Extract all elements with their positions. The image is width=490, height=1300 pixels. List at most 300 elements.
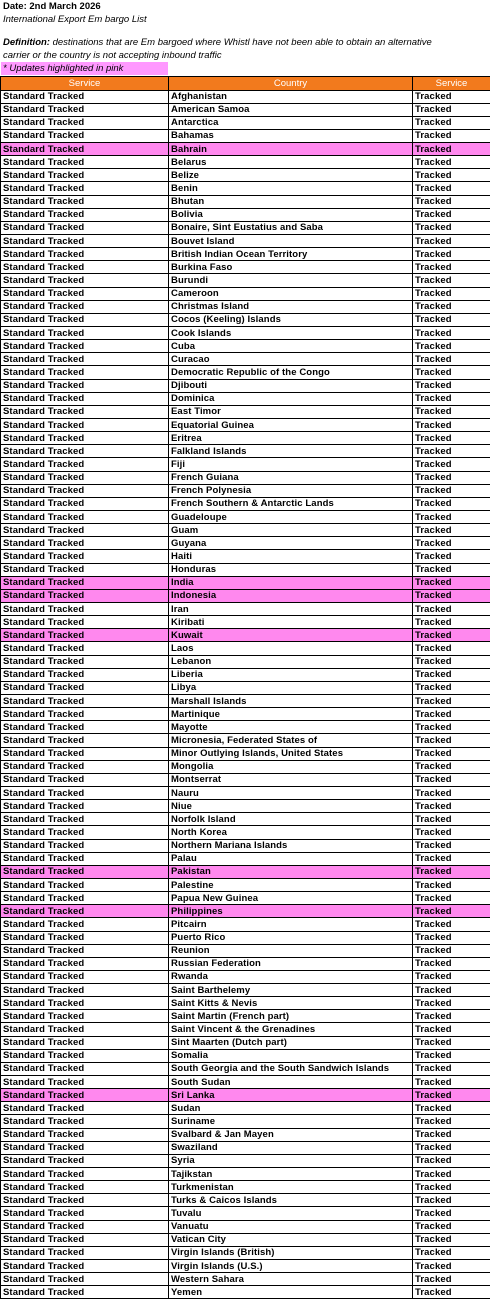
country-cell: Mongolia xyxy=(169,760,413,773)
service-cell: Standard Tracked xyxy=(1,1049,169,1062)
table-row xyxy=(1,221,490,234)
status-cell: Tracked xyxy=(413,694,490,707)
table-row xyxy=(1,379,490,392)
status-cell: Tracked xyxy=(413,957,490,970)
service-cell: Standard Tracked xyxy=(1,681,169,694)
table-row xyxy=(1,1220,490,1233)
country-cell: South Sudan xyxy=(169,1076,413,1089)
status-cell: Tracked xyxy=(413,786,490,799)
status-cell: Tracked xyxy=(413,905,490,918)
country-cell: Bahamas xyxy=(169,129,413,142)
country-cell: Reunion xyxy=(169,944,413,957)
country-cell: Suriname xyxy=(169,1115,413,1128)
service-cell: Standard Tracked xyxy=(1,1036,169,1049)
table-row xyxy=(1,786,490,799)
country-cell: Indonesia xyxy=(169,589,413,602)
status-cell: Tracked xyxy=(413,1023,490,1036)
country-cell: Cameroon xyxy=(169,287,413,300)
status-cell: Tracked xyxy=(413,274,490,287)
status-cell: Tracked xyxy=(413,353,490,366)
service-cell: Standard Tracked xyxy=(1,1154,169,1167)
country-cell: Guyana xyxy=(169,537,413,550)
table-row xyxy=(1,944,490,957)
status-cell: Tracked xyxy=(413,892,490,905)
table-row xyxy=(1,511,490,524)
country-cell: Turkmenistan xyxy=(169,1181,413,1194)
table-row xyxy=(1,1089,490,1102)
table-row xyxy=(1,747,490,760)
service-cell: Standard Tracked xyxy=(1,839,169,852)
status-cell: Tracked xyxy=(413,90,490,103)
status-cell: Tracked xyxy=(413,1010,490,1023)
status-cell: Tracked xyxy=(413,1168,490,1181)
status-cell: Tracked xyxy=(413,287,490,300)
highlight-note: * Updates highlighted in pink xyxy=(1,62,168,75)
service-cell: Standard Tracked xyxy=(1,340,169,353)
status-cell: Tracked xyxy=(413,235,490,248)
table-row xyxy=(1,1207,490,1220)
table-row xyxy=(1,103,490,116)
service-cell: Standard Tracked xyxy=(1,143,169,156)
status-cell: Tracked xyxy=(413,826,490,839)
service-cell: Standard Tracked xyxy=(1,826,169,839)
table-row xyxy=(1,287,490,300)
status-cell: Tracked xyxy=(413,747,490,760)
country-cell: Eritrea xyxy=(169,432,413,445)
table-row xyxy=(1,116,490,129)
service-cell: Standard Tracked xyxy=(1,905,169,918)
country-cell: Equatorial Guinea xyxy=(169,419,413,432)
table-row xyxy=(1,405,490,418)
status-cell: Tracked xyxy=(413,1128,490,1141)
status-cell: Tracked xyxy=(413,1181,490,1194)
status-cell: Tracked xyxy=(413,248,490,261)
service-cell: Standard Tracked xyxy=(1,892,169,905)
country-cell: Guadeloupe xyxy=(169,511,413,524)
status-cell: Tracked xyxy=(413,563,490,576)
country-cell: Kiribati xyxy=(169,616,413,629)
status-cell: Tracked xyxy=(413,221,490,234)
table-row xyxy=(1,826,490,839)
status-cell: Tracked xyxy=(413,208,490,221)
status-cell: Tracked xyxy=(413,471,490,484)
status-cell: Tracked xyxy=(413,878,490,891)
table-row xyxy=(1,800,490,813)
table-row xyxy=(1,1128,490,1141)
table-row xyxy=(1,1102,490,1115)
service-cell: Standard Tracked xyxy=(1,1181,169,1194)
table-row xyxy=(1,668,490,681)
country-cell: Sri Lanka xyxy=(169,1089,413,1102)
service-cell: Standard Tracked xyxy=(1,997,169,1010)
service-cell: Standard Tracked xyxy=(1,1207,169,1220)
country-cell: Democratic Republic of the Congo xyxy=(169,366,413,379)
table-row xyxy=(1,681,490,694)
table-row xyxy=(1,327,490,340)
service-cell: Standard Tracked xyxy=(1,129,169,142)
country-cell: Burundi xyxy=(169,274,413,287)
status-cell: Tracked xyxy=(413,143,490,156)
country-cell: Curacao xyxy=(169,353,413,366)
country-cell: Niue xyxy=(169,800,413,813)
status-cell: Tracked xyxy=(413,918,490,931)
status-cell: Tracked xyxy=(413,156,490,169)
status-cell: Tracked xyxy=(413,984,490,997)
table-row xyxy=(1,1273,490,1286)
status-cell: Tracked xyxy=(413,103,490,116)
table-row xyxy=(1,1194,490,1207)
status-cell: Tracked xyxy=(413,721,490,734)
country-cell: Cocos (Keeling) Islands xyxy=(169,313,413,326)
table-row xyxy=(1,392,490,405)
country-cell: Palau xyxy=(169,852,413,865)
table-row xyxy=(1,602,490,615)
status-cell: Tracked xyxy=(413,1154,490,1167)
table-row xyxy=(1,655,490,668)
status-cell: Tracked xyxy=(413,1220,490,1233)
status-cell: Tracked xyxy=(413,668,490,681)
country-cell: Bhutan xyxy=(169,195,413,208)
service-cell: Standard Tracked xyxy=(1,642,169,655)
country-cell: Lebanon xyxy=(169,655,413,668)
country-cell: Bolivia xyxy=(169,208,413,221)
table-header-row xyxy=(1,77,490,91)
country-cell: Dominica xyxy=(169,392,413,405)
service-cell: Standard Tracked xyxy=(1,379,169,392)
status-cell: Tracked xyxy=(413,1115,490,1128)
service-cell: Standard Tracked xyxy=(1,786,169,799)
service-cell: Standard Tracked xyxy=(1,813,169,826)
service-cell: Standard Tracked xyxy=(1,1010,169,1023)
status-cell: Tracked xyxy=(413,970,490,983)
table-row xyxy=(1,1181,490,1194)
country-cell: Honduras xyxy=(169,563,413,576)
service-cell: Standard Tracked xyxy=(1,511,169,524)
table-row xyxy=(1,773,490,786)
status-cell: Tracked xyxy=(413,195,490,208)
table-row xyxy=(1,208,490,221)
status-cell: Tracked xyxy=(413,445,490,458)
service-cell: Standard Tracked xyxy=(1,1194,169,1207)
service-cell: Standard Tracked xyxy=(1,589,169,602)
table-row xyxy=(1,865,490,878)
table-row xyxy=(1,445,490,458)
country-cell: Iran xyxy=(169,602,413,615)
status-cell: Tracked xyxy=(413,1141,490,1154)
country-cell: Sudan xyxy=(169,1102,413,1115)
country-cell: Western Sahara xyxy=(169,1273,413,1286)
table-row xyxy=(1,563,490,576)
service-cell: Standard Tracked xyxy=(1,957,169,970)
status-cell: Tracked xyxy=(413,313,490,326)
country-cell: Belarus xyxy=(169,156,413,169)
country-cell: Northern Mariana Islands xyxy=(169,839,413,852)
table-row xyxy=(1,576,490,589)
country-cell: Somalia xyxy=(169,1049,413,1062)
status-cell: Tracked xyxy=(413,616,490,629)
service-cell: Standard Tracked xyxy=(1,1220,169,1233)
status-cell: Tracked xyxy=(413,327,490,340)
document-subtitle: International Export Em bargo List xyxy=(3,14,147,25)
service-cell: Standard Tracked xyxy=(1,984,169,997)
service-cell: Standard Tracked xyxy=(1,445,169,458)
service-cell: Standard Tracked xyxy=(1,537,169,550)
country-cell: Falkland Islands xyxy=(169,445,413,458)
service-cell: Standard Tracked xyxy=(1,195,169,208)
table-row xyxy=(1,734,490,747)
table-row xyxy=(1,1023,490,1036)
service-cell: Standard Tracked xyxy=(1,524,169,537)
table-row xyxy=(1,1233,490,1246)
status-cell: Tracked xyxy=(413,392,490,405)
service-cell: Standard Tracked xyxy=(1,419,169,432)
table-row xyxy=(1,366,490,379)
table-row xyxy=(1,813,490,826)
status-cell: Tracked xyxy=(413,589,490,602)
status-cell: Tracked xyxy=(413,129,490,142)
service-cell: Standard Tracked xyxy=(1,169,169,182)
table-row xyxy=(1,839,490,852)
table-row xyxy=(1,458,490,471)
status-cell: Tracked xyxy=(413,708,490,721)
status-cell: Tracked xyxy=(413,340,490,353)
status-cell: Tracked xyxy=(413,839,490,852)
country-cell: Belize xyxy=(169,169,413,182)
service-cell: Standard Tracked xyxy=(1,629,169,642)
table-row xyxy=(1,432,490,445)
table-row xyxy=(1,248,490,261)
table-row xyxy=(1,1076,490,1089)
definition-line-1 xyxy=(3,37,432,49)
table-row xyxy=(1,1036,490,1049)
service-cell: Standard Tracked xyxy=(1,261,169,274)
country-cell: Djibouti xyxy=(169,379,413,392)
status-cell: Tracked xyxy=(413,405,490,418)
status-cell: Tracked xyxy=(413,1062,490,1075)
status-cell: Tracked xyxy=(413,366,490,379)
country-cell: East Timor xyxy=(169,405,413,418)
country-cell: Guam xyxy=(169,524,413,537)
table-row xyxy=(1,694,490,707)
service-cell: Standard Tracked xyxy=(1,90,169,103)
table-row xyxy=(1,195,490,208)
status-cell: Tracked xyxy=(413,944,490,957)
country-cell: Cuba xyxy=(169,340,413,353)
status-cell: Tracked xyxy=(413,1273,490,1286)
status-cell: Tracked xyxy=(413,760,490,773)
table-row xyxy=(1,313,490,326)
status-cell: Tracked xyxy=(413,655,490,668)
service-cell: Standard Tracked xyxy=(1,248,169,261)
service-cell: Standard Tracked xyxy=(1,1273,169,1286)
country-cell: Pitcairn xyxy=(169,918,413,931)
country-cell: Norfolk Island xyxy=(169,813,413,826)
table-row xyxy=(1,550,490,563)
service-cell: Standard Tracked xyxy=(1,865,169,878)
country-cell: Christmas Island xyxy=(169,300,413,313)
status-cell: Tracked xyxy=(413,576,490,589)
status-cell: Tracked xyxy=(413,419,490,432)
status-cell: Tracked xyxy=(413,773,490,786)
table-row xyxy=(1,721,490,734)
country-cell: Micronesia, Federated States of xyxy=(169,734,413,747)
service-cell: Standard Tracked xyxy=(1,208,169,221)
status-cell: Tracked xyxy=(413,116,490,129)
table-row xyxy=(1,984,490,997)
country-cell: Liberia xyxy=(169,668,413,681)
country-cell: Svalbard & Jan Mayen xyxy=(169,1128,413,1141)
service-cell: Standard Tracked xyxy=(1,1246,169,1259)
table-row xyxy=(1,261,490,274)
table-row xyxy=(1,1286,490,1299)
status-cell: Tracked xyxy=(413,1049,490,1062)
country-cell: Russian Federation xyxy=(169,957,413,970)
status-cell: Tracked xyxy=(413,511,490,524)
table-row xyxy=(1,1246,490,1259)
table-row xyxy=(1,642,490,655)
service-cell: Standard Tracked xyxy=(1,432,169,445)
status-cell: Tracked xyxy=(413,1207,490,1220)
status-cell: Tracked xyxy=(413,681,490,694)
status-cell: Tracked xyxy=(413,642,490,655)
country-cell: Saint Barthelemy xyxy=(169,984,413,997)
country-cell: Tuvalu xyxy=(169,1207,413,1220)
service-cell: Standard Tracked xyxy=(1,970,169,983)
status-cell: Tracked xyxy=(413,931,490,944)
service-cell: Standard Tracked xyxy=(1,392,169,405)
service-cell: Standard Tracked xyxy=(1,497,169,510)
service-cell: Standard Tracked xyxy=(1,747,169,760)
table-row xyxy=(1,905,490,918)
country-cell: Saint Vincent & the Grenadines xyxy=(169,1023,413,1036)
service-cell: Standard Tracked xyxy=(1,576,169,589)
definition-label: Definition: xyxy=(3,37,50,48)
service-cell: Standard Tracked xyxy=(1,1102,169,1115)
service-cell: Standard Tracked xyxy=(1,734,169,747)
country-cell: Syria xyxy=(169,1154,413,1167)
country-cell: South Georgia and the South Sandwich Islands xyxy=(169,1062,413,1075)
service-cell: Standard Tracked xyxy=(1,944,169,957)
service-cell: Standard Tracked xyxy=(1,353,169,366)
table-row xyxy=(1,235,490,248)
country-cell: Philippines xyxy=(169,905,413,918)
status-cell: Tracked xyxy=(413,432,490,445)
definition-line-2: carrier or the country is not accepting inbound traffic xyxy=(3,50,222,61)
service-cell: Standard Tracked xyxy=(1,918,169,931)
service-cell: Standard Tracked xyxy=(1,1062,169,1075)
status-cell: Tracked xyxy=(413,1286,490,1299)
table-row xyxy=(1,1049,490,1062)
status-cell: Tracked xyxy=(413,629,490,642)
country-cell: Haiti xyxy=(169,550,413,563)
column-header-country: Country xyxy=(169,77,413,91)
service-cell: Standard Tracked xyxy=(1,405,169,418)
table-row xyxy=(1,90,490,103)
service-cell: Standard Tracked xyxy=(1,668,169,681)
country-cell: Yemen xyxy=(169,1286,413,1299)
table-row xyxy=(1,852,490,865)
table-row xyxy=(1,182,490,195)
status-cell: Tracked xyxy=(413,524,490,537)
status-cell: Tracked xyxy=(413,169,490,182)
service-cell: Standard Tracked xyxy=(1,458,169,471)
service-cell: Standard Tracked xyxy=(1,878,169,891)
service-cell: Standard Tracked xyxy=(1,287,169,300)
table-row xyxy=(1,1062,490,1075)
service-cell: Standard Tracked xyxy=(1,852,169,865)
country-cell: Turks & Caicos Islands xyxy=(169,1194,413,1207)
service-cell: Standard Tracked xyxy=(1,471,169,484)
country-cell: Bonaire, Sint Eustatius and Saba xyxy=(169,221,413,234)
table-row xyxy=(1,274,490,287)
service-cell: Standard Tracked xyxy=(1,1141,169,1154)
country-cell: Montserrat xyxy=(169,773,413,786)
service-cell: Standard Tracked xyxy=(1,1128,169,1141)
country-cell: Martinique xyxy=(169,708,413,721)
status-cell: Tracked xyxy=(413,800,490,813)
table-row xyxy=(1,1168,490,1181)
table-row xyxy=(1,156,490,169)
table-row xyxy=(1,970,490,983)
status-cell: Tracked xyxy=(413,300,490,313)
country-cell: Cook Islands xyxy=(169,327,413,340)
country-cell: Bouvet Island xyxy=(169,235,413,248)
table-row xyxy=(1,537,490,550)
table-row xyxy=(1,708,490,721)
country-cell: Afghanistan xyxy=(169,90,413,103)
country-cell: French Southern & Antarctic Lands xyxy=(169,497,413,510)
status-cell: Tracked xyxy=(413,1233,490,1246)
embargo-table xyxy=(0,76,490,1299)
country-cell: Saint Kitts & Nevis xyxy=(169,997,413,1010)
country-cell: American Samoa xyxy=(169,103,413,116)
table-row xyxy=(1,419,490,432)
status-cell: Tracked xyxy=(413,261,490,274)
status-cell: Tracked xyxy=(413,852,490,865)
service-cell: Standard Tracked xyxy=(1,1076,169,1089)
service-cell: Standard Tracked xyxy=(1,313,169,326)
service-cell: Standard Tracked xyxy=(1,156,169,169)
service-cell: Standard Tracked xyxy=(1,1168,169,1181)
country-cell: Kuwait xyxy=(169,629,413,642)
service-cell: Standard Tracked xyxy=(1,1089,169,1102)
service-cell: Standard Tracked xyxy=(1,366,169,379)
service-cell: Standard Tracked xyxy=(1,1286,169,1299)
status-cell: Tracked xyxy=(413,1194,490,1207)
country-cell: Antarctica xyxy=(169,116,413,129)
service-cell: Standard Tracked xyxy=(1,274,169,287)
country-cell: Marshall Islands xyxy=(169,694,413,707)
definition-text: destinations that are Em bargoed where Whistl have not been able to obtain an alternative xyxy=(49,37,432,48)
service-cell: Standard Tracked xyxy=(1,708,169,721)
table-row xyxy=(1,760,490,773)
country-cell: Virgin Islands (British) xyxy=(169,1246,413,1259)
status-cell: Tracked xyxy=(413,997,490,1010)
service-cell: Standard Tracked xyxy=(1,221,169,234)
table-row xyxy=(1,524,490,537)
status-cell: Tracked xyxy=(413,182,490,195)
status-cell: Tracked xyxy=(413,734,490,747)
service-cell: Standard Tracked xyxy=(1,800,169,813)
country-cell: Benin xyxy=(169,182,413,195)
country-cell: North Korea xyxy=(169,826,413,839)
country-cell: French Polynesia xyxy=(169,484,413,497)
service-cell: Standard Tracked xyxy=(1,103,169,116)
service-cell: Standard Tracked xyxy=(1,616,169,629)
column-header-status: Service xyxy=(413,77,490,91)
table-row xyxy=(1,471,490,484)
table-row xyxy=(1,616,490,629)
